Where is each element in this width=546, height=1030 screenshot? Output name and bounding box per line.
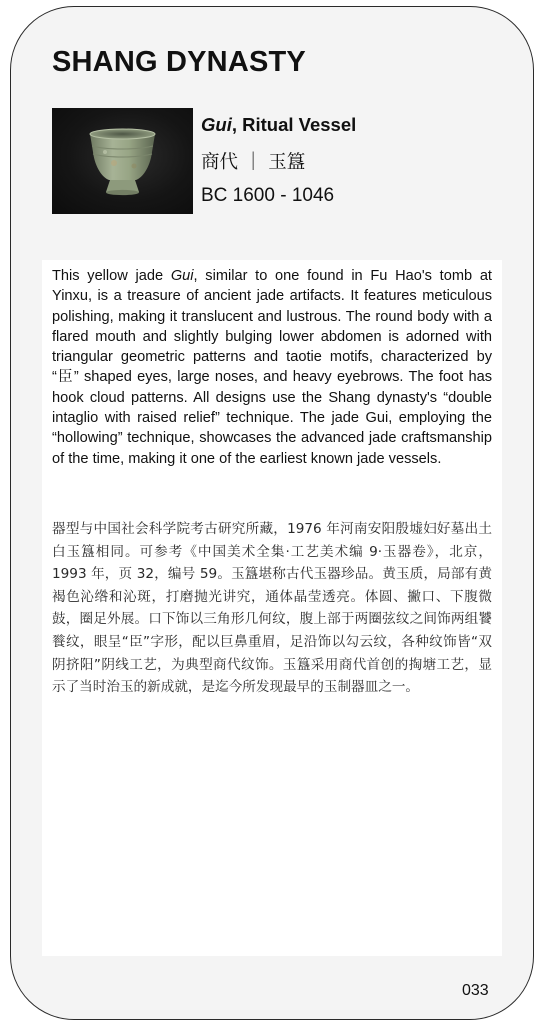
object-name-italic: Gui: [201, 114, 232, 135]
description-box: [42, 260, 502, 956]
page-title: SHANG DYNASTY: [52, 46, 306, 78]
description-en-part1: This yellow jade: [52, 268, 171, 284]
page-number: 033: [462, 982, 489, 999]
object-name-rest: , Ritual Vessel: [231, 114, 357, 135]
description-en-gui: Gui: [170, 268, 194, 284]
description-chinese: 器型与中国社会科学院考古研究所藏，1976 年河南安阳殷墟妇好墓出土白玉簋相同。可参考《中国美术全集·工艺美术编 9·玉器卷》，北京，1993 年，页 32，编号 59。玉簋堪称古代玉器珍品。黄玉质，局部有黄褐色沁绺和沁斑，打磨抛光讲究，通体晶莹透亮。体圆、撇口、下腹微鼓，圈足外展。口下饰以三角形几何纹，腹上部于两圈弦纹之间饰两组饕餮纹，眼呈“臣”字形，配以巨鼻重眉，足沿饰以勾云纹，各种纹饰皆“双阴挤阳”阴线工艺，为典型商代纹饰。玉簋采用商代首创的掏塘工艺，显示了当时治玉的新成就，是迄今所发现最早的玉制器皿之一。: [52, 521, 492, 696]
description-english: [52, 266, 492, 469]
object-title: [201, 114, 356, 136]
description-en-part2: , similar to one found in Fu Hao's tomb at Yinxu, is a treasure of ancient jade artifacts. It features meticulous polishing, making it translucent and lustrous. The round body with a flared mouth and slightly bulging lower abdomen is adorned with triangular geometric patterns and taotie motifs, characterized by “臣” shaped eyes, large noses, and heavy eyebrows. The foot has hook cloud patterns. All designs use the Shang dynasty's “double intaglio with raised relief” technique. The jade Gui, employing the “hollowing” technique, showcases the advanced jade craftsmanship of the time, making it one of the earliest known jade vessels.: [52, 268, 492, 467]
object-chinese-label: 商代 ｜ 玉簋: [201, 152, 306, 173]
jade-vessel-image: [52, 108, 193, 214]
object-date: BC 1600 - 1046: [201, 185, 335, 206]
jade-gui-photo: [52, 108, 193, 214]
